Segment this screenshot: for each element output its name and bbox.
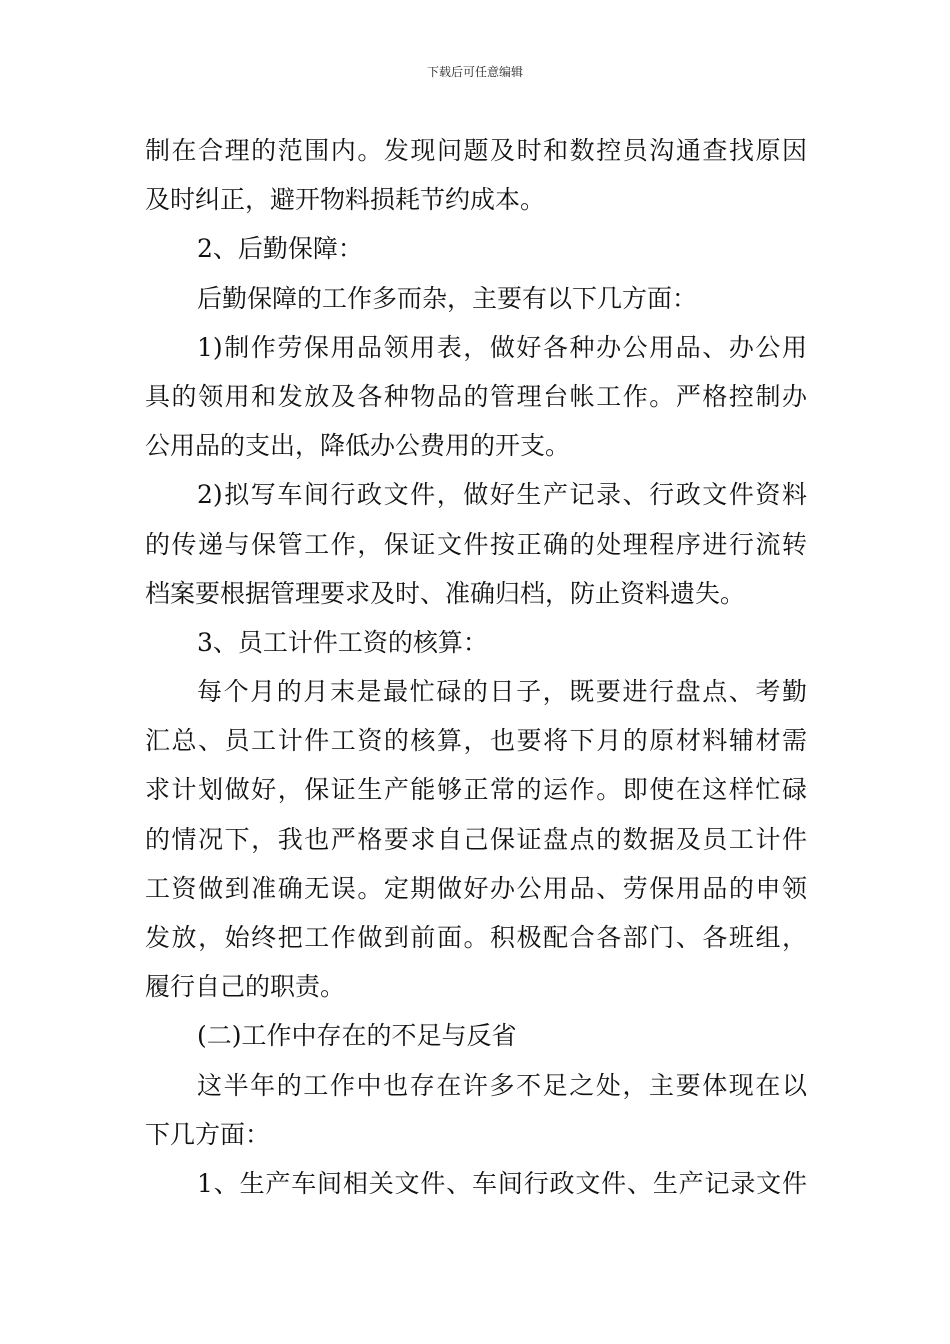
text-line: 每个月的月末是最忙碌的日子，既要进行盘点、考勤: [197, 677, 807, 707]
text-line: 1)制作劳保用品领用表，做好各种办公用品、办公用: [197, 332, 807, 362]
text-line: 的传递与保管工作，保证文件按正确的处理程序进行流转: [145, 529, 807, 559]
text-line: 档案要根据管理要求及时、准确归档，防止资料遗失。: [145, 578, 746, 608]
text-line: 的情况下，我也严格要求自己保证盘点的数据及员工计件: [145, 824, 807, 854]
text-line: 1、生产车间相关文件、车间行政文件、生产记录文件: [197, 1168, 807, 1198]
text-line: (二)工作中存在的不足与反省: [197, 1021, 517, 1051]
text-line: 履行自己的职责。: [145, 972, 346, 1002]
text-line: 及时纠正，避开物料损耗节约成本。: [145, 185, 546, 215]
text-line: 后勤保障的工作多而杂，主要有以下几方面：: [197, 283, 698, 313]
text-line: 工资做到准确无误。定期做好办公用品、劳保用品的申领: [145, 873, 807, 903]
text-line: 3、员工计件工资的核算：: [197, 627, 488, 657]
text-line: 公用品的支出，降低办公费用的开支。: [145, 431, 571, 461]
document-body: [145, 126, 807, 1208]
text-line: 汇总、员工计件工资的核算，也要将下月的原材料辅材需: [145, 726, 807, 756]
text-line: 求计划做好，保证生产能够正常的运作。即使在这样忙碌: [145, 775, 807, 805]
text-line: 下几方面：: [145, 1119, 271, 1149]
page-header-note: 下载后可任意编辑: [426, 65, 523, 79]
text-line: 发放，始终把工作做到前面。积极配合各部门、各班组，: [145, 923, 807, 952]
text-line: 制在合理的范围内。发现问题及时和数控员沟通查找原因: [145, 136, 807, 165]
text-line: 2)拟写车间行政文件，做好生产记录、行政文件资料: [197, 480, 807, 510]
text-line: 这半年的工作中也存在许多不足之处，主要体现在以: [197, 1070, 807, 1100]
text-line: 具的领用和发放及各种物品的管理台帐工作。严格控制办: [145, 381, 807, 411]
text-line: 2、后勤保障：: [197, 234, 363, 264]
